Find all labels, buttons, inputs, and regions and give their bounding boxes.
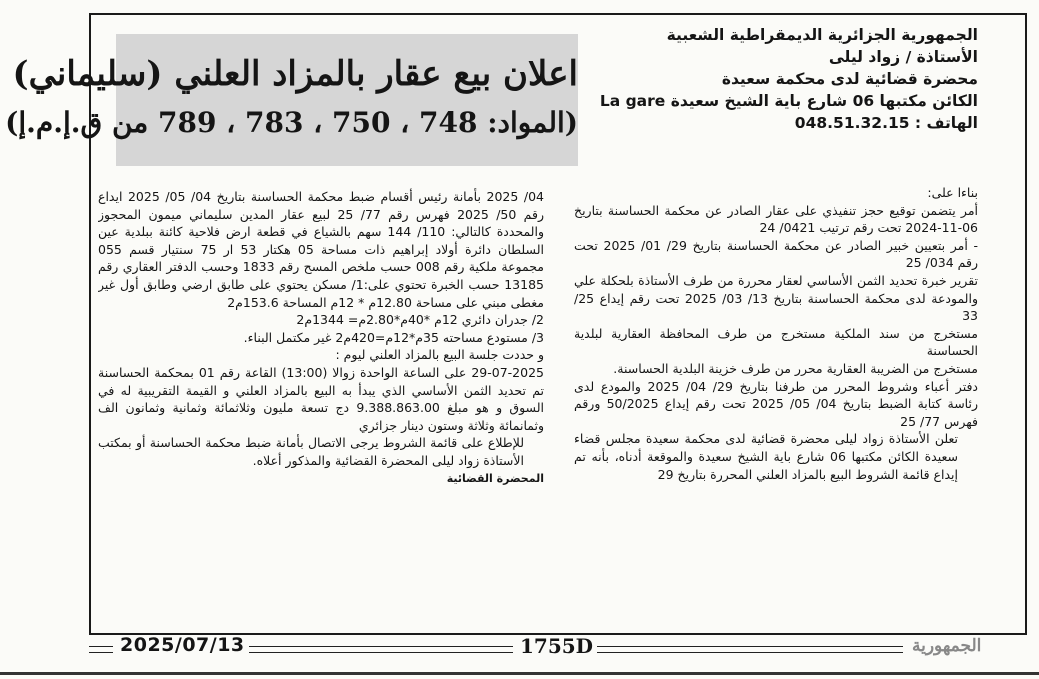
footer-rule [597,646,903,653]
paragraph: مستخرج من الضريبة العقارية محرر من طرف خزينة البلدية الحساسنة. [613,360,978,376]
paragraph: 3/ مستودع مساحته 35م*12م=420م2 غير مكتمل البناء. [243,329,544,345]
page-subtitle: (المواد: 748 ، 750 ، 783 ، 789 من ق.إ.م.إ) [5,106,578,139]
header-phone: الهاتف : 048.51.32.15 [794,114,978,132]
paragraph: أمر يتضمن توقيع حجز تنفيذي على عقار الصادر عن محكمة الحساسنة بتاريخ 06-11-2024 تحت رقم ترتيب 0421/ 24 [574,202,978,236]
title-box [5,34,578,166]
header-address: الكائن مكتبها 06 شارع باية الشيخ سعيدة La gare [599,92,978,110]
right-column [574,184,978,620]
paragraph: 29-07-2025 على الساعة الواحدة زوالا (13:00) القاعة رقم 01 بمحكمة الحساسنة تم تحديد الثمن الأساسي الذي يبدأ به البيع بالمزاد العلني و القيمة التقريبية له في السوق و هو مبلغ 9.388.863.00 دج تسعة مليون وثلاثمائة وثمانية وثمانون الف وثمانمائة وثلاثة وستون دينار جزائري [98,364,544,433]
footer-rule [249,646,513,653]
notice-header [598,24,978,134]
header-country: الجمهورية الجزائرية الديمقراطية الشعبية [666,26,978,44]
paragraph: بناءا على: [927,185,978,200]
header-bailiff-role: محضرة قضائية لدى محكمة سعيدة [721,70,978,88]
paragraph: 04/ 2025 بأمانة رئيس أقسام ضبط محكمة الحساسنة بتاريخ 04/ 05/ 2025 ايداع رقم 50/ 2025 فهرس رقم 77/ 25 لبيع عقار المدين سليماني ميمون المحجوز والمحددة كالتالي: 110/ 144 سهم بالشياع في قطعة ارض فلاحية كائنة ببلدية عين السلطان دائرة أولاد إبراهيم ذات مساحة 05 هكتار 53 ار 75 سنتيار قسم 055 مجموعة ملكية رقم 008 حسب ملخص المسح رقم 1833 وحسب الدفتر العقاري رقم 13185 حسب الخبرة تحتوي على:1/ مسكن يحتوي على طابق ارضي وطابق أول غير مغطى مبني على مساحة 12.80م * 12م المساحة 153.6م2 [98,189,544,310]
footer-date: 2025/07/13 [120,634,245,656]
left-column [98,188,544,616]
paragraph: دفتر أعباء وشروط المحرر من طرفنا بتاريخ 29/ 04/ 2025 والمودع لدى رئاسة كتابة الضبط بتاريخ 04/ 05/ 2025 تحت رقم إيداع 50/2025 ورقم فهرس 77/ 25 [574,378,978,429]
paragraph: - أمر بتعيين خبير الصادر عن محكمة الحساسنة بتاريخ 29/ 01/ 2025 تحت رقم 034/ 25 [574,237,978,271]
paragraph: للإطلاع على قائمة الشروط يرجى الاتصال بأمانة ضبط محكمة الحساسنة أو بمكتب الأستاذة زواد ليلى المحضرة القضائية والمذكور أعلاه. [98,435,524,468]
footer-rule [89,646,113,653]
footer-code: 1755D [520,634,594,658]
bottom-rule [0,672,1039,675]
paragraph: تعلن الأستاذة زواد ليلى محضرة قضائية لدى محكمة سعيدة مجلس قضاء سعيدة الكائن مكتبها 06 شارع باية الشيخ سعيدة والموقعة أدناه، بأنه تم إيداع قائمة الشروط البيع بالمزاد العلني المحررة بتاريخ 29 [574,431,959,482]
paragraph: مستخرج من سند الملكية مستخرج من طرف المحافظة العقارية لبلدية الحساسنة [574,325,978,359]
page-footer [89,636,1027,660]
paragraph: و حددت جلسة البيع بالمزاد العلني ليوم : [335,347,544,363]
newspaper-logo: الجمهورية [912,636,982,656]
page-title: اعلان بيع عقار بالمزاد العلني (سليماني) [12,54,578,94]
signature: المحضرة القضائية [446,471,544,485]
header-bailiff-name: الأستاذة / زواد ليلى [828,48,978,66]
paragraph: تقرير خبرة تحديد الثمن الأساسي لعقار محررة من طرف الأستاذة بلحكلة علي والمودعة لدى محكمة الحساسنة بتاريخ 13/ 03/ 2025 تحت رقم إيداع 25/ 33 [574,272,978,324]
paragraph: 2/ جدران دائري 12م *40م*2.80م= 1344م2 [296,312,544,328]
